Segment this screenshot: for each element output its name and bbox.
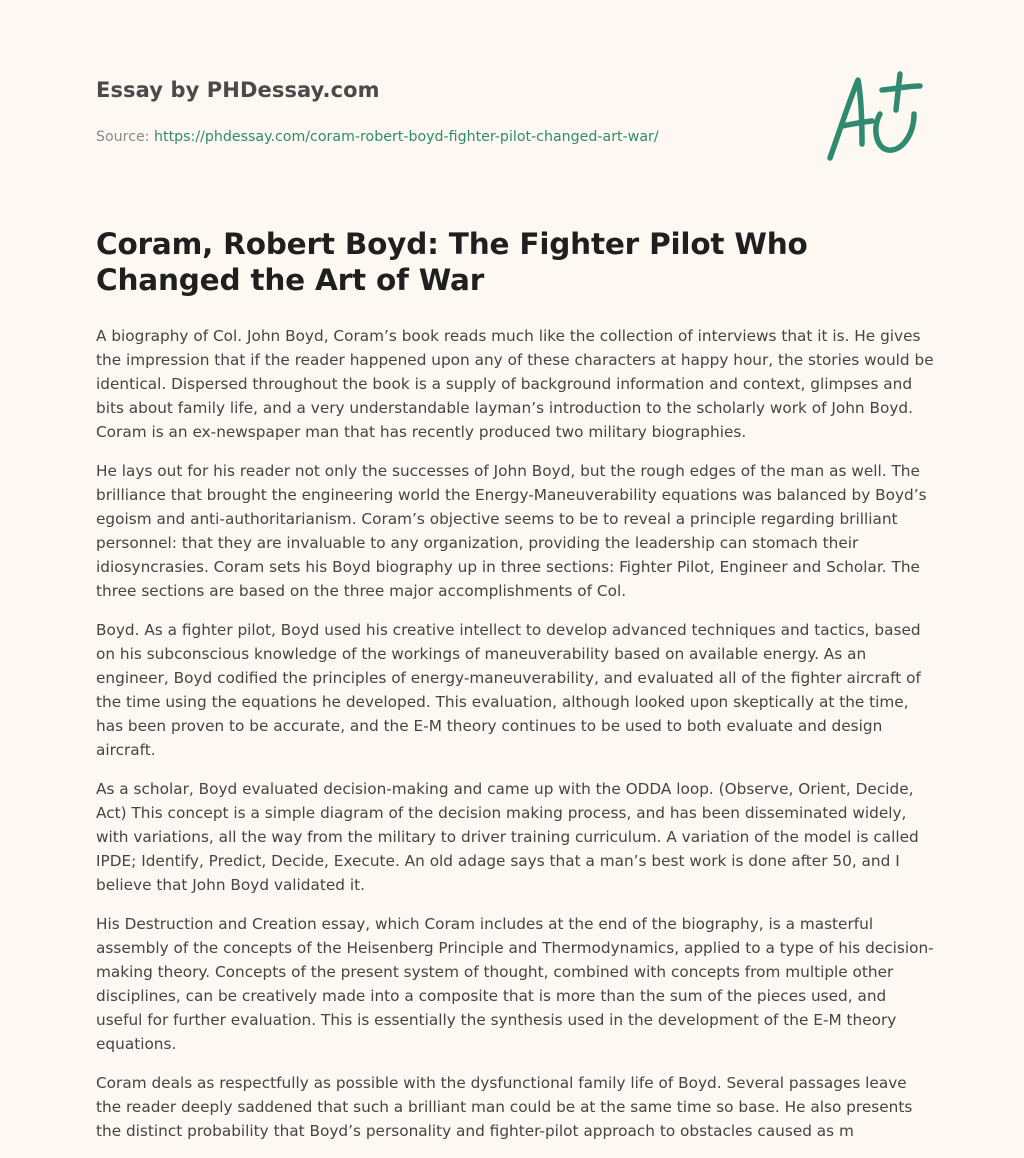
essay-paragraph: As a scholar, Boyd evaluated decision-making and came up with the ODDA loop. (Observe, Orient, Decide, Act) This concept is a simple diagram of the decision making process, and has been disseminated widely, with variations, all the way from the military to driver training curriculum. A variation of the model is called IPDE; Identify, Predict, Decide, Execute. An old adage says that a man’s best work is done after 50, and I believe that John Boyd validated it. [96,780,919,894]
essay-paragraph: Coram deals as respectfully as possible with the dysfunctional family life of Boyd. Several passages leave the reader deeply saddened that such a brilliant man could be at the same time so base. He also presents the distinct probability that Boyd’s personality and fighter-pilot approach to obstacles caused as m [96,1074,913,1140]
essay-body [96,324,936,1158]
essay-paragraph: A biography of Col. John Boyd, Coram’s book reads much like the collection of interviews that it is. He gives the impression that if the reader happened upon any of these characters at happy hour, the stories would be identical. Dispersed throughout the book is a supply of background information and context, glimpses and bits about family life, and a very understandable layman’s introduction to the scholarly work of John Boyd. Coram is an ex-newspaper man that has recently produced two military biographies. [96,327,934,441]
a-plus-grade-icon [818,66,930,166]
essay-paragraph: His Destruction and Creation essay, which Coram includes at the end of the biography, is a masterful assembly of the concepts of the Heisenberg Principle and Thermodynamics, applied to a type of his decision-making theory. Concepts of the present system of thought, combined with concepts from multiple other disciplines, can be creatively made into a composite that is more than the sum of the pieces used, and useful for further evaluation. This is essentially the synthesis used in the development of the E-M theory equations. [96,915,934,1053]
essay-paragraph: He lays out for his reader not only the successes of John Boyd, but the rough edges of the man as well. The brilliance that brought the engineering world the Energy-Maneuverability equations was balanced by Boyd’s egoism and anti-authoritarianism. Coram’s objective seems to be to reveal a principle regarding brilliant personnel: that they are invaluable to any organization, providing the leadership can stomach their idiosyncrasies. Coram sets his Boyd biography up in three sections: Fighter Pilot, Engineer and Scholar. The three sections are based on the three major accomplishments of Col. [96,462,927,600]
brand-title: Essay by PHDessay.com [96,78,380,102]
essay-paragraph: Boyd. As a fighter pilot, Boyd used his creative intellect to develop advanced techniques and tactics, based on his subconscious knowledge of the workings of maneuverability based on available energy. As an engineer, Boyd codified the principles of energy-maneuverability, and evaluated all of the fighter aircraft of the time using the equations he developed. This evaluation, although looked upon skeptically at the time, has been proven to be accurate, and the E-M theory continues to be used to both evaluate and design aircraft. [96,621,921,759]
source-link[interactable]: https://phdessay.com/coram-robert-boyd-fighter-pilot-changed-art-war/ [154,129,659,145]
site-header [96,76,776,147]
essay-title: Coram, Robert Boyd: The Fighter Pilot Who Changed the Art of War [96,227,808,297]
source-label: Source: [96,129,155,145]
source-line [96,127,776,147]
